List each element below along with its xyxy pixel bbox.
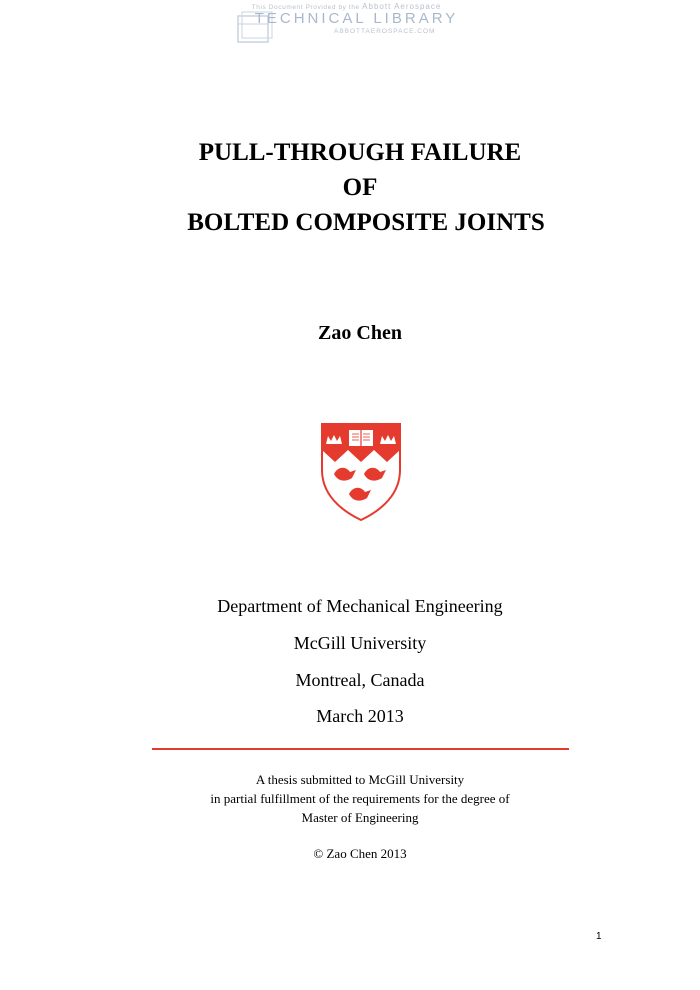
submission-line-3: Master of Engineering <box>301 810 419 825</box>
title-line-3: BOLTED COMPOSITE JOINTS <box>187 209 545 236</box>
copyright: © Zao Chen 2013 <box>313 846 407 861</box>
watermark-url: ABBOTTAEROSPACE.COM <box>334 28 436 35</box>
department: Department of Mechanical Engineering <box>217 596 503 616</box>
watermark-prefix: This Document Provided by the <box>251 4 360 11</box>
watermark <box>234 2 459 46</box>
title-line-1: PULL-THROUGH FAILURE <box>198 139 522 166</box>
watermark-title: TECHNICAL LIBRARY <box>254 10 459 27</box>
date: March 2013 <box>316 706 404 726</box>
submission-line-2: in partial fulfillment of the requirements for the degree of <box>210 791 510 806</box>
submission-line-1: A thesis submitted to McGill University <box>255 772 465 787</box>
page-number: 1 <box>596 931 602 942</box>
red-divider <box>152 748 569 750</box>
location: Montreal, Canada <box>295 670 425 690</box>
title-line-2: OF <box>342 174 378 201</box>
watermark-brand: Abbott Aerospace <box>362 2 442 11</box>
mcgill-crest-icon <box>320 422 402 522</box>
university: McGill University <box>293 633 427 653</box>
author-name: Zao Chen <box>318 322 402 344</box>
